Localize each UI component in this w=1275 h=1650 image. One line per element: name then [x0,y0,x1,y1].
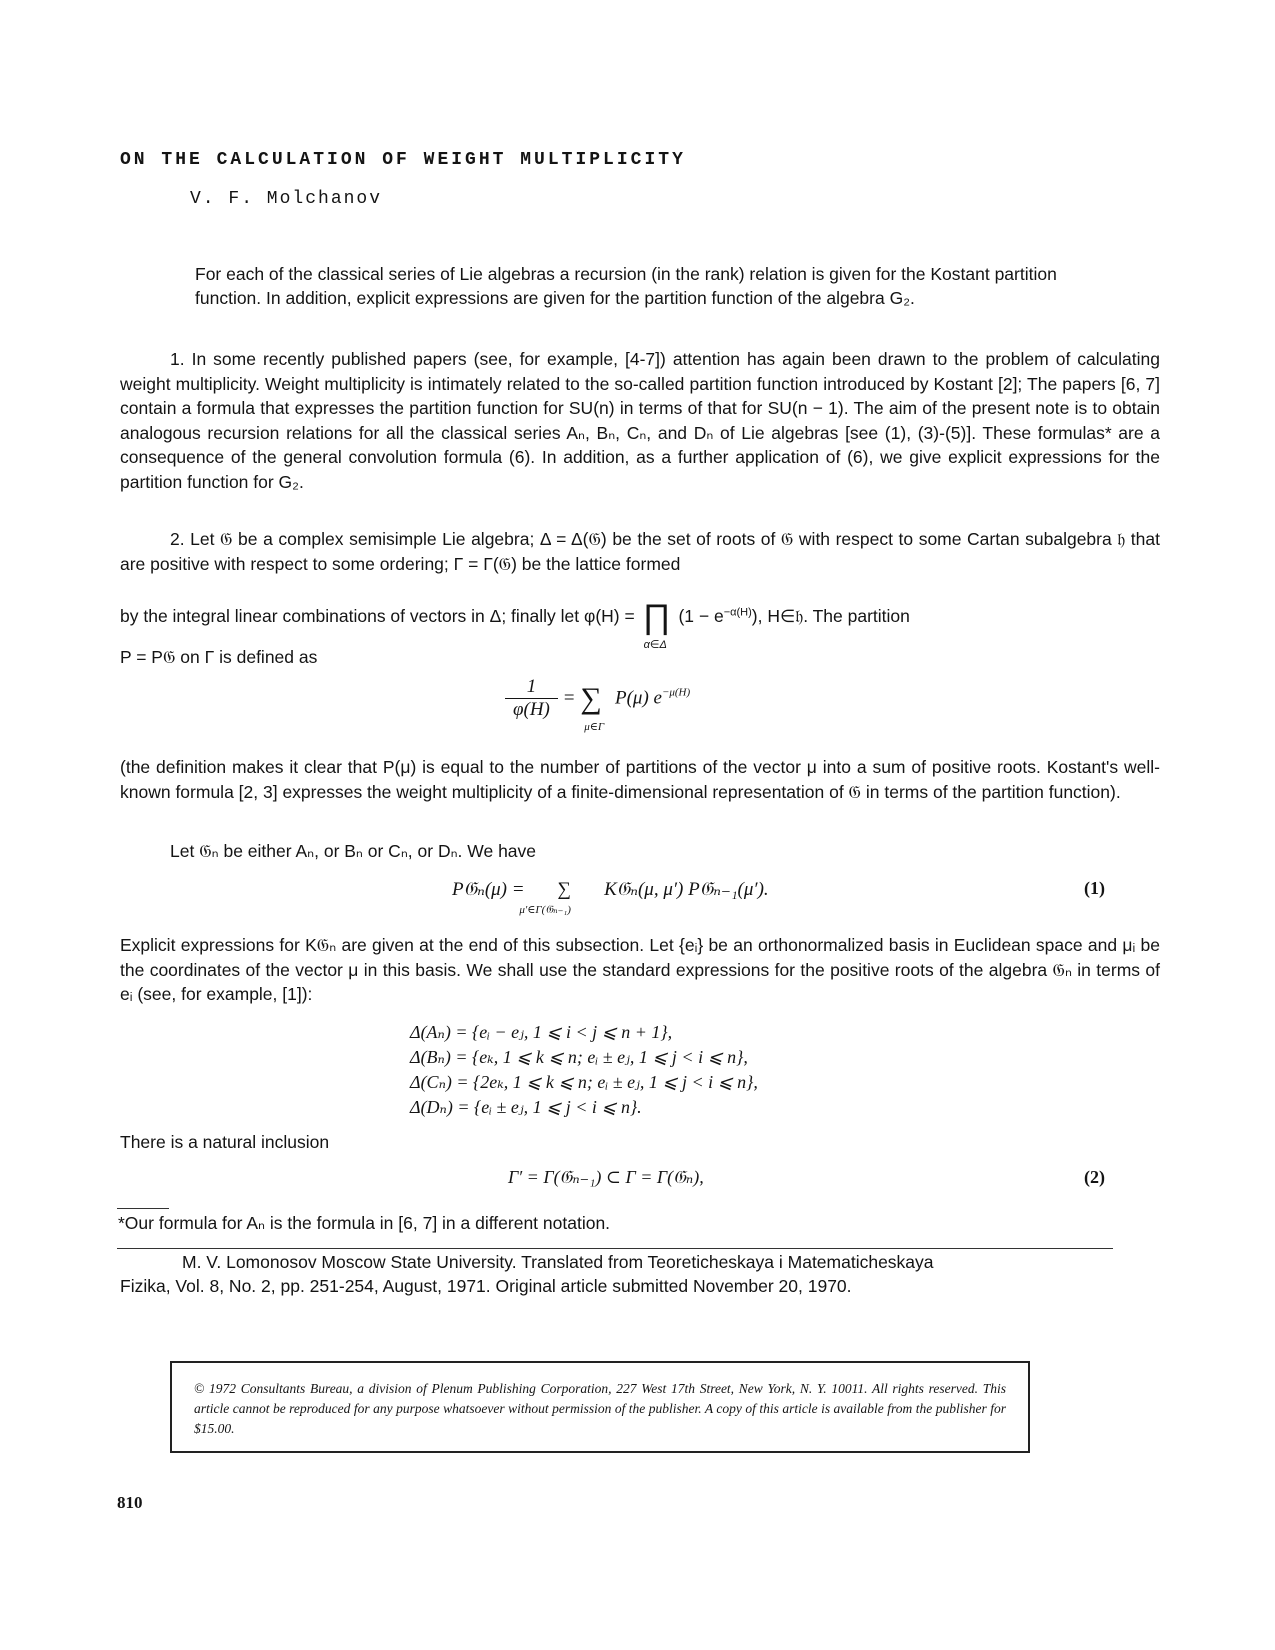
definition-remark-paragraph: (the definition makes it clear that P(μ) is equal to the number of partitions of the vector μ into a sum of positive roots. Kostant's well-known formula [2, 3] expresses the weight multiplicity of a finite-dimensional representation of 𝔊 in terms of the partition function). [120,757,1160,802]
article-title: ON THE CALCULATION OF WEIGHT MULTIPLICITY [120,150,686,170]
equation-1-sum: ∑ μ′∈Γ(𝔊ₙ₋₁) [519,879,572,916]
product-operator: ∏ α∈Δ [642,598,671,651]
footnote-rule [117,1208,169,1209]
explicit-expressions-paragraph: Explicit expressions for K𝔊ₙ are given at the end of this subsection. Let {eᵢ} be an orthonormalized basis in Euclidean space and μᵢ be the coordinates of the vector μ in this basis. We shall use the standard expressions for the positive roots of the algebra 𝔊ₙ in terms of eᵢ (see, for example, [1]): [120,935,1160,1005]
equation-1-lhs: P𝔊ₙ(μ) = [452,879,525,900]
copyright-box [170,1361,1030,1453]
phi-definition-line [120,598,910,651]
definition-rhs: P(μ) e [614,687,662,709]
natural-inclusion-line: There is a natural inclusion [120,1132,330,1152]
affiliation-line-2: Fizika, Vol. 8, No. 2, pp. 251-254, August, 1971. Original article submitted November 20, 1970. [120,1276,852,1296]
sum-index: μ∈Γ [584,720,605,733]
roots-B: Δ(Bₙ) = {eₖ, 1 ⩽ k ⩽ n; eᵢ ± eⱼ, 1 ⩽ j < i ⩽ n}, [410,1047,748,1067]
section-1-paragraph: 1. In some recently published papers (see, for example, [4-7]) attention has again been drawn to the problem of calculating weight multiplicity. Weight multiplicity is intimately related to the so-called partition function introduced by Kostant [2]; The papers [6, 7] contain a formula that expresses the partition function for SU(n) in terms of that for SU(n − 1). The aim of the present note is to obtain analogous recursion relations for all the classical series Aₙ, Bₙ, Cₙ, and Dₙ of Lie algebras [see (1), (3)-(5)]. These formulas* are a consequence of the general convolution formula (6). In addition, as a further application of (6), we give explicit expressions for the partition function for G₂. [120,349,1160,492]
affiliation-line-1: M. V. Lomonosov Moscow State University. Translated from Teoreticheskaya i Matematicheskaya [182,1252,934,1272]
abstract: For each of the classical series of Lie algebras a recursion (in the rank) relation is given for the Kostant partition function. In addition, explicit expressions are given for the partition function of the algebra G₂. [195,264,1057,308]
equation-1-number: (1) [1084,878,1105,898]
author-name: V. F. Molchanov [190,189,383,209]
product-index: α∈Δ [643,639,667,651]
equation-1 [452,878,769,916]
equation-2: Γ′ = Γ(𝔊ₙ₋₁) ⊂ Γ = Γ(𝔊ₙ), [508,1167,704,1187]
phi-lead-text: by the integral linear combinations of vectors in Δ; finally let φ(H) = [120,606,635,627]
roots-C: Δ(Cₙ) = {2eₖ, 1 ⩽ k ⩽ n; eᵢ ± eⱼ, 1 ⩽ j < i ⩽ n}, [410,1072,758,1092]
sum-operator: ∑ μ∈Γ [580,681,605,733]
equation-1-rhs: K𝔊ₙ(μ, μ′) P𝔊ₙ₋₁(μ′). [604,879,769,900]
phi-end-text: ), H∈𝔥. The partition [751,606,910,627]
fraction-numerator: 1 [505,676,558,699]
equation-2-number: (2) [1084,1167,1105,1187]
page-number: 810 [117,1493,143,1512]
roots-D: Δ(Dₙ) = {eᵢ ± eⱼ, 1 ⩽ j < i ⩽ n}. [410,1097,642,1117]
section-2-paragraph: 2. Let 𝔊 be a complex semisimple Lie algebra; Δ = Δ(𝔊) be the set of roots of 𝔊 with respect to some Cartan subalgebra 𝔥 that are positive with respect to some ordering; Γ = Γ(𝔊) be the lattice formed [120,529,1160,574]
roots-A: Δ(Aₙ) = {eᵢ − eⱼ, 1 ⩽ i < j ⩽ n + 1}, [410,1022,673,1042]
phi-tail-text: (1 − e [678,606,724,627]
let-line: Let 𝔊ₙ be either Aₙ, or Bₙ or Cₙ, or Dₙ. We have [170,841,537,861]
copyright-text: © 1972 Consultants Bureau, a division of Plenum Publishing Corporation, 227 West 17th Street, New York, N. Y. 10011. All rights reserved. This article cannot be reproduced for any purpose whatsoever without permission of the publisher. A copy of this article is available from the publisher for $15.00. [194,1381,1006,1436]
root-systems [410,1020,758,1120]
phi-exponent: −α(H) [723,606,752,619]
partition-defined-line: P = P𝔊 on Γ is defined as [120,647,318,667]
affiliation-rule [117,1248,1113,1249]
affiliation-block [120,1250,1160,1298]
definition-fraction [505,676,558,721]
equation-1-index: μ′∈Γ(𝔊ₙ₋₁) [519,904,571,916]
partition-definition-equation: $\frac{1}{\varphi(H)}$ = ∑ μ∈Γ P(μ) $e^{-\mu(H)}$ [505,676,690,721]
definition-rhs-exponent: −μ(H) [661,686,691,699]
fraction-denominator: φ(H) [513,699,550,720]
footnote: *Our formula for Aₙ is the formula in [6, 7] in a different notation. [118,1213,611,1233]
